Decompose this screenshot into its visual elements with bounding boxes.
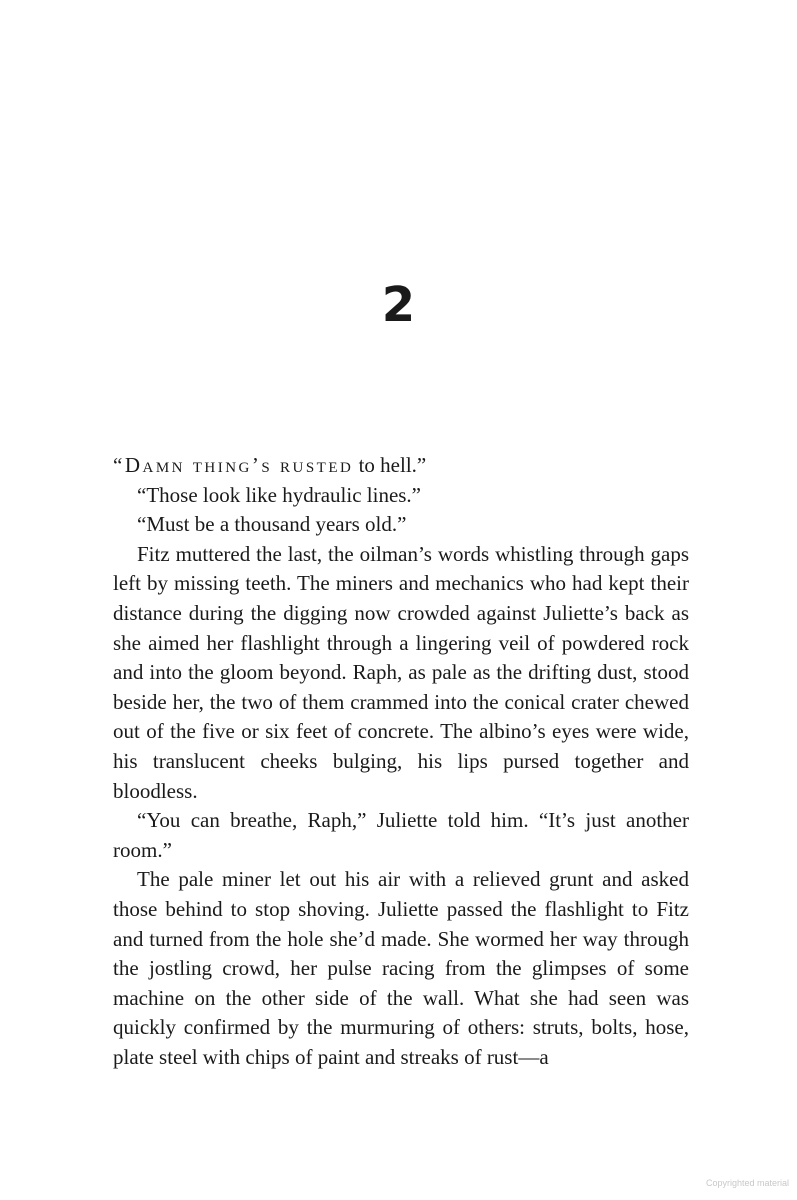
paragraph-1-rest: to hell.”	[353, 453, 427, 477]
paragraph-6: The pale miner let out his air with a relieved grunt and asked those behind to stop shoving. Juliette passed the flashlight to Fitz and turned from the hole she’d made. She wormed her way through the jostling crowd, her pulse racing from the glimpses of some machine on the other side of the wall. What she had seen was quickly confirmed by the murmuring of others: struts, bolts, hose, plate steel with chips of paint and streaks of rust—a	[113, 867, 689, 1069]
opening-small-caps: “Damn thing’s rusted	[113, 453, 354, 477]
chapter-number: 2	[381, 277, 416, 333]
paragraph-2: “Those look like hydraulic lines.”	[137, 482, 422, 507]
paragraph-3: “Must be a thousand years old.”	[137, 512, 407, 537]
paragraph-5: “You can breathe, Raph,” Juliette told him. “It’s just another room.”	[113, 808, 689, 862]
paragraph-4: Fitz muttered the last, the oilman’s words whistling through gaps left by missing teeth. The miners and mechanics who had kept their distance during the digging now crowded against Juliette’s back as she aimed her flashlight through a lingering veil of powdered rock and into the gloom beyond. Raph, as pale as the drifting dust, stood beside her, the two of them crammed into the conical crater chewed out of the five or six feet of concrete. The albino’s eyes were wide, his translucent cheeks bulging, his lips pursed together and bloodless.	[113, 541, 689, 803]
copyright-notice: Copyrighted material	[705, 1178, 789, 1188]
body-text	[113, 451, 689, 1072]
paragraph-1	[113, 451, 689, 481]
